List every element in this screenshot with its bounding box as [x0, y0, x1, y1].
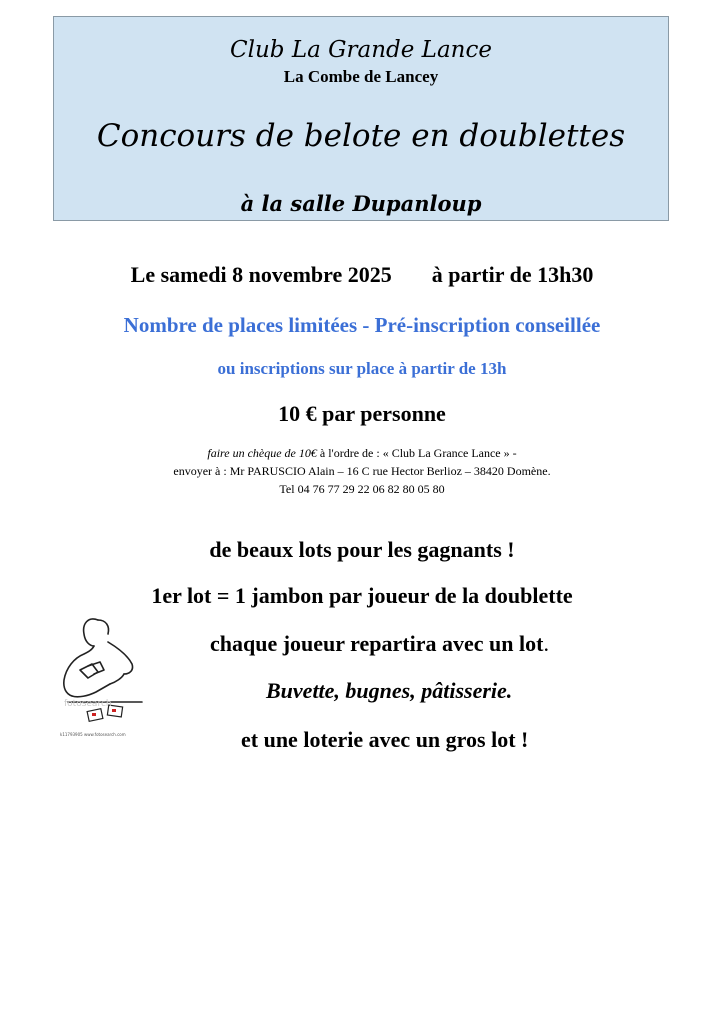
- payment-order: à l'ordre de : « Club La Grance Lance » -: [316, 446, 517, 460]
- event-date: Le samedi 8 novembre 2025: [130, 262, 392, 287]
- refreshments: Buvette, bugnes, pâtisserie.: [266, 678, 513, 703]
- on-site-registration-notice: ou inscriptions sur place à partir de 13h: [217, 359, 507, 378]
- date-line: [0, 262, 724, 288]
- watermark-text: fotosearch: [64, 699, 112, 709]
- card-player-drawing: [58, 612, 148, 742]
- payment-phone: Tel 04 76 77 29 22 06 82 80 05 80: [279, 482, 445, 496]
- payment-line-1: [0, 446, 724, 461]
- each-player-prize: [210, 631, 549, 657]
- each-player-period: .: [543, 631, 549, 656]
- lottery: et une loterie avec un gros lot !: [241, 727, 529, 752]
- payment-cheque: faire un chèque de 10€: [207, 446, 317, 460]
- club-location: La Combe de Lancey: [283, 67, 439, 86]
- venue: à la salle Dupanloup: [240, 191, 482, 216]
- price: 10 € par personne: [278, 401, 446, 426]
- illustration-caption: k11793905 www.fotosearch.com: [60, 732, 126, 737]
- event-title: Concours de belote en doublettes: [96, 118, 626, 154]
- card-player-illustration: [58, 612, 148, 742]
- each-player-text: chaque joueur repartira avec un lot: [210, 631, 544, 656]
- header-box: [53, 16, 669, 221]
- prizes-headline: de beaux lots pour les gagnants !: [209, 537, 515, 562]
- club-name: Club La Grande Lance: [230, 37, 492, 63]
- limited-places-notice: Nombre de places limitées - Pré-inscription conseillée: [123, 313, 601, 337]
- first-prize: 1er lot = 1 jambon par joueur de la doublette: [151, 583, 573, 608]
- payment-address: envoyer à : Mr PARUSCIO Alain – 16 C rue Hector Berlioz – 38420 Domène.: [173, 464, 551, 478]
- event-time: à partir de 13h30: [431, 262, 594, 287]
